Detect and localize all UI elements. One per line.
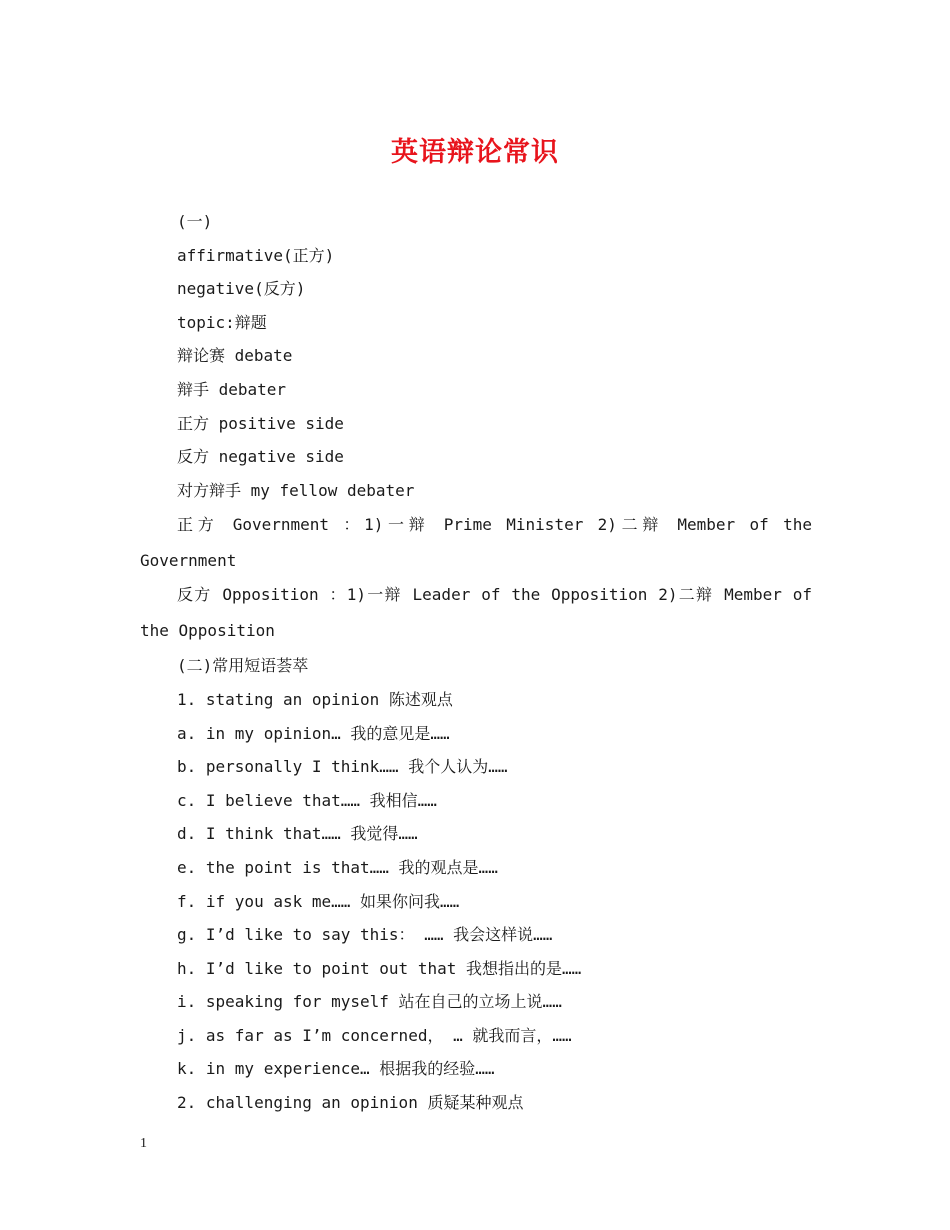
text-line: 正方 positive side (177, 413, 344, 433)
list-item: d. I think that…… 我觉得…… (177, 824, 418, 844)
paragraph-opposition: 反方 Opposition ：1)一辩 Leader of the Opposition 2)二辩 Member of the Opposition (140, 585, 812, 641)
list-item: h. I’d like to point out that 我想指出的是…… (177, 958, 582, 978)
document-title: 英语辩论常识 (391, 137, 559, 168)
page-number: 1 (140, 1136, 147, 1151)
list-item: a. in my opinion… 我的意见是…… (177, 723, 450, 743)
list-item: b. personally I think…… 我个人认为…… (177, 757, 508, 777)
text-line: 反方 negative side (177, 447, 344, 467)
text-line: 1. stating an opinion 陈述观点 (177, 689, 453, 709)
text-line: 2. challenging an opinion 质疑某种观点 (177, 1093, 524, 1113)
text-line: affirmative(正方) (177, 245, 335, 265)
list-item: e. the point is that…… 我的观点是…… (177, 857, 498, 877)
list-item: j. as far as I’m concerned， … 就我而言，…… (177, 1025, 572, 1045)
paragraph-government: 正方 Government ：1)一辩 Prime Minister 2)二辩 Member of the Government (140, 515, 812, 571)
list-item: g. I’d like to say this： …… 我会这样说…… (177, 925, 553, 945)
text-line: negative(反方) (177, 279, 306, 299)
list-item: f. if you ask me…… 如果你问我…… (177, 891, 460, 911)
text-line: topic:辩题 (177, 312, 267, 332)
text-line: 对方辩手 my fellow debater (177, 480, 415, 500)
section-heading: (二)常用短语荟萃 (177, 656, 309, 676)
list-item: c. I believe that…… 我相信…… (177, 790, 437, 810)
document-body (140, 205, 812, 1120)
list-item: i. speaking for myself 站在自己的立场上说…… (177, 992, 562, 1012)
list-item: k. in my experience… 根据我的经验…… (177, 1059, 495, 1079)
text-line: (一) (177, 212, 213, 231)
text-line: 辩手 debater (177, 379, 287, 399)
text-line: 辩论赛 debate (177, 346, 293, 366)
